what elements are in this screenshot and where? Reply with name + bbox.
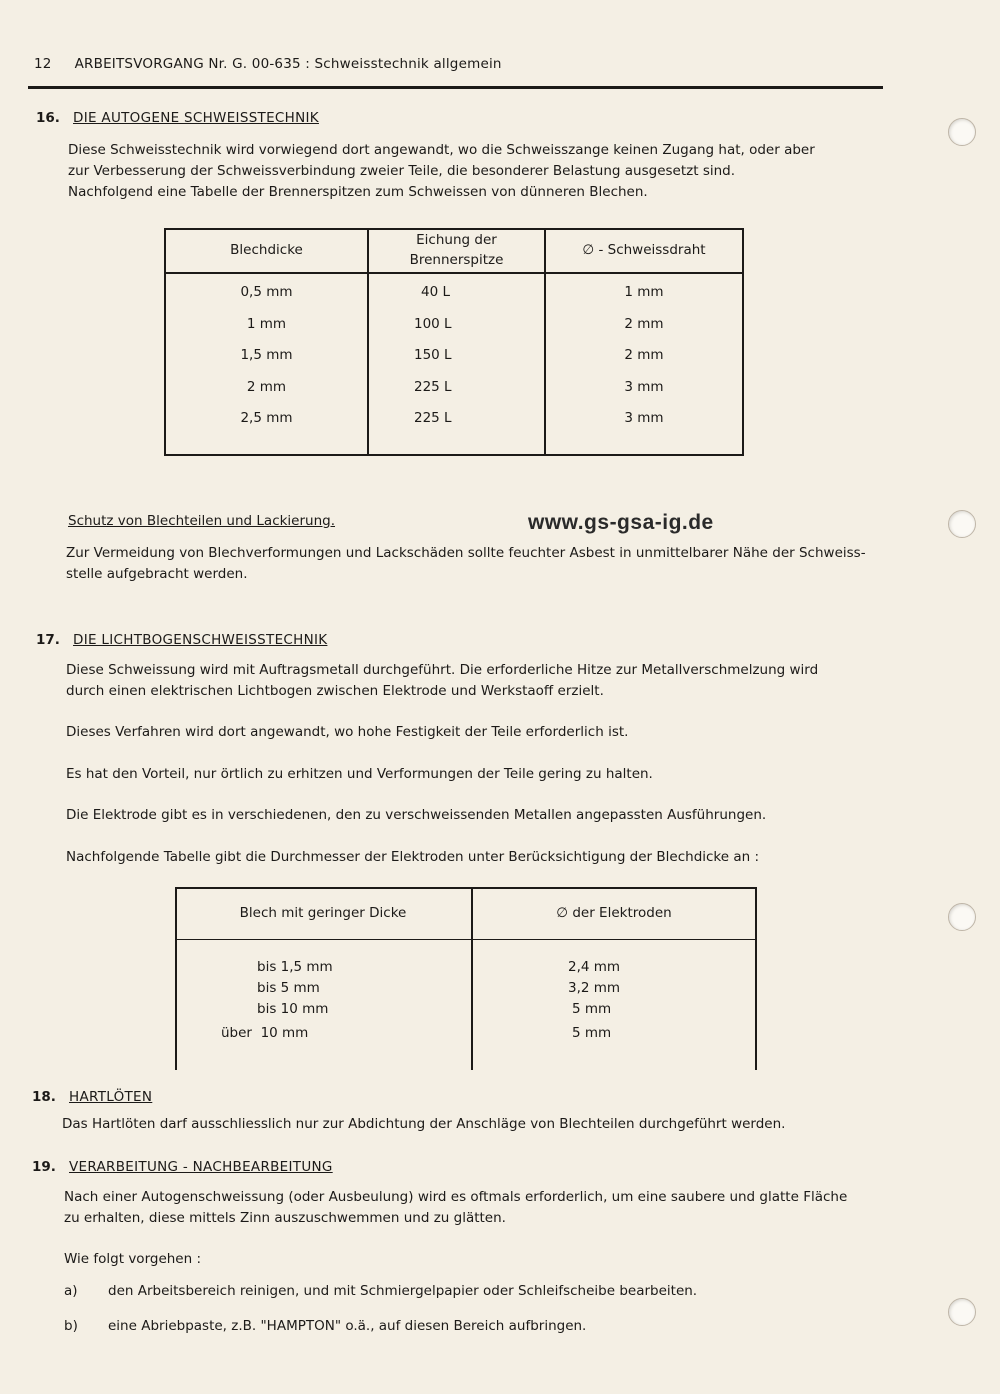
list-text: eine Abriebpaste, z.B. "HAMPTON" o.ä., auf diesen Bereich aufbringen. — [108, 1318, 587, 1334]
table-row — [166, 282, 742, 314]
table-body — [175, 957, 757, 1047]
section-title: HARTLÖTEN — [69, 1089, 153, 1105]
table-header: ∅ - Schweissdraht — [582, 242, 706, 258]
table-cell: bis 5 mm — [257, 980, 320, 996]
table-header-line: Brennerspitze — [409, 252, 504, 268]
section-number: 19. — [32, 1159, 56, 1175]
punch-hole — [948, 510, 976, 538]
table-cell: 2,4 mm — [568, 959, 621, 975]
table-cell: 225 L — [414, 410, 452, 426]
table-cell: 225 L — [414, 378, 452, 395]
brenner-table — [164, 228, 744, 456]
list-marker: a) — [64, 1283, 78, 1299]
table-row — [166, 377, 742, 409]
section-17-heading — [36, 629, 327, 648]
watermark: www.gs-gsa-ig.de — [528, 511, 714, 534]
table-cell: 100 L — [414, 315, 452, 332]
header-rule — [28, 86, 883, 89]
text-line: stelle aufgebracht werden. — [66, 566, 248, 582]
table-row — [175, 1020, 757, 1047]
table-row — [175, 978, 757, 999]
text-line: durch einen elektrischen Lichtbogen zwischen Elektrode und Werkstaoff erzielt. — [66, 683, 604, 699]
table-cell: bis 1,5 mm — [257, 959, 333, 975]
table-cell: 3,2 mm — [568, 980, 621, 996]
table-cell: 2,5 mm — [240, 410, 293, 426]
table-header: Blechdicke — [230, 242, 303, 258]
table-cell: 150 L — [414, 347, 452, 363]
table-divider — [175, 887, 757, 889]
table-row — [166, 345, 742, 377]
text-line: Nachfolgende Tabelle gibt die Durchmesser der Elektroden unter Berücksichtigung der Blechdicke an : — [66, 849, 760, 865]
text-line: Diese Schweisstechnik wird vorwiegend dort angewandt, wo die Schweisszange keinen Zugang hat, oder aber — [68, 142, 815, 158]
section-16-heading — [36, 107, 319, 126]
table-cell: 2 mm — [246, 378, 287, 395]
text-line: zu erhalten, diese mittels Zinn auszuschwemmen und zu glätten. — [64, 1210, 506, 1226]
text-line: Zur Vermeidung von Blechverformungen und Lackschäden sollte feuchter Asbest in unmittelbarer Nähe der Schweiss- — [66, 545, 866, 561]
table-cell: 3 mm — [624, 378, 664, 395]
table-cell: 5 mm — [572, 1001, 612, 1017]
page-header — [34, 56, 502, 72]
text-line: Die Elektrode gibt es in verschiedenen, den zu verschweissenden Metallen angepassten Ausführungen. — [66, 807, 767, 823]
header-title: ARBEITSVORGANG Nr. G. 00-635 : Schweisstechnik allgemein — [74, 56, 502, 72]
lead-text: Wie folgt vorgehen : — [64, 1251, 202, 1267]
table-cell: bis 10 mm — [257, 1001, 329, 1017]
section-title: VERARBEITUNG - NACHBEARBEITUNG — [69, 1159, 333, 1175]
table-cell: 40 L — [421, 284, 450, 300]
text-line: Es hat den Vorteil, nur örtlich zu erhitzen und Verformungen der Teile gering zu halten. — [66, 766, 653, 782]
electrode-table — [175, 887, 757, 1070]
punch-hole — [948, 1298, 976, 1326]
table-cell: 1,5 mm — [240, 347, 293, 363]
table-divider — [175, 939, 757, 940]
table-header: Blech mit geringer Dicke — [239, 905, 407, 921]
text-line: Nachfolgend eine Tabelle der Brennerspitzen zum Schweissen von dünneren Blechen. — [68, 184, 648, 200]
section-19-paragraph — [64, 1187, 924, 1229]
text-line: Dieses Verfahren wird dort angewandt, wo hohe Festigkeit der Teile erforderlich ist. — [66, 724, 629, 740]
page-number: 12 — [34, 56, 52, 72]
table-cell: über 10 mm — [221, 1025, 309, 1041]
section-16-paragraph — [68, 140, 898, 203]
punch-hole — [948, 118, 976, 146]
section-title: DIE AUTOGENE SCHWEISSTECHNIK — [73, 110, 319, 126]
table-cell: 2 mm — [624, 315, 664, 332]
table-row — [175, 957, 757, 978]
list-marker: b) — [64, 1318, 78, 1334]
section-title: DIE LICHTBOGENSCHWEISSTECHNIK — [73, 632, 328, 648]
section-17-paragraph — [66, 660, 926, 702]
table-row — [166, 408, 742, 440]
table-cell: 3 mm — [624, 410, 664, 426]
section-number: 17. — [36, 632, 60, 648]
section-19-heading — [32, 1156, 333, 1175]
table-body — [166, 282, 742, 440]
protect-paragraph — [66, 543, 926, 585]
text-line: zur Verbesserung der Schweissverbindung zweier Teile, die besonderer Belastung ausgesetzt sind. — [68, 163, 736, 179]
table-cell: 1 mm — [246, 315, 287, 332]
section-number: 18. — [32, 1089, 56, 1105]
table-cell: 2 mm — [624, 347, 664, 363]
table-row — [166, 314, 742, 346]
table-cell: 0,5 mm — [240, 284, 293, 300]
table-row — [175, 999, 757, 1020]
table-header: ∅ der Elektroden — [556, 905, 672, 921]
punch-hole — [948, 903, 976, 931]
table-divider — [166, 272, 742, 274]
table-header — [369, 230, 544, 270]
table-cell: 5 mm — [572, 1025, 612, 1041]
section-18-heading — [32, 1086, 152, 1105]
table-header-line: Eichung der — [416, 232, 497, 248]
table-cell: 1 mm — [624, 284, 664, 300]
section-18-paragraph: Das Hartlöten darf ausschliesslich nur zur Abdichtung der Anschläge von Blechteilen durchgeführt werden. — [62, 1116, 786, 1132]
subsection-title: Schutz von Blechteilen und Lackierung. — [68, 513, 336, 529]
text-line: Diese Schweissung wird mit Auftragsmetall durchgeführt. Die erforderliche Hitze zur Metallverschmelzung wird — [66, 662, 819, 678]
list-text: den Arbeitsbereich reinigen, und mit Schmiergelpapier oder Schleifscheibe bearbeiten. — [108, 1283, 698, 1299]
text-line: Nach einer Autogenschweissung (oder Ausbeulung) wird es oftmals erforderlich, um eine saubere und glatte Fläche — [64, 1189, 848, 1205]
section-number: 16. — [36, 110, 60, 126]
